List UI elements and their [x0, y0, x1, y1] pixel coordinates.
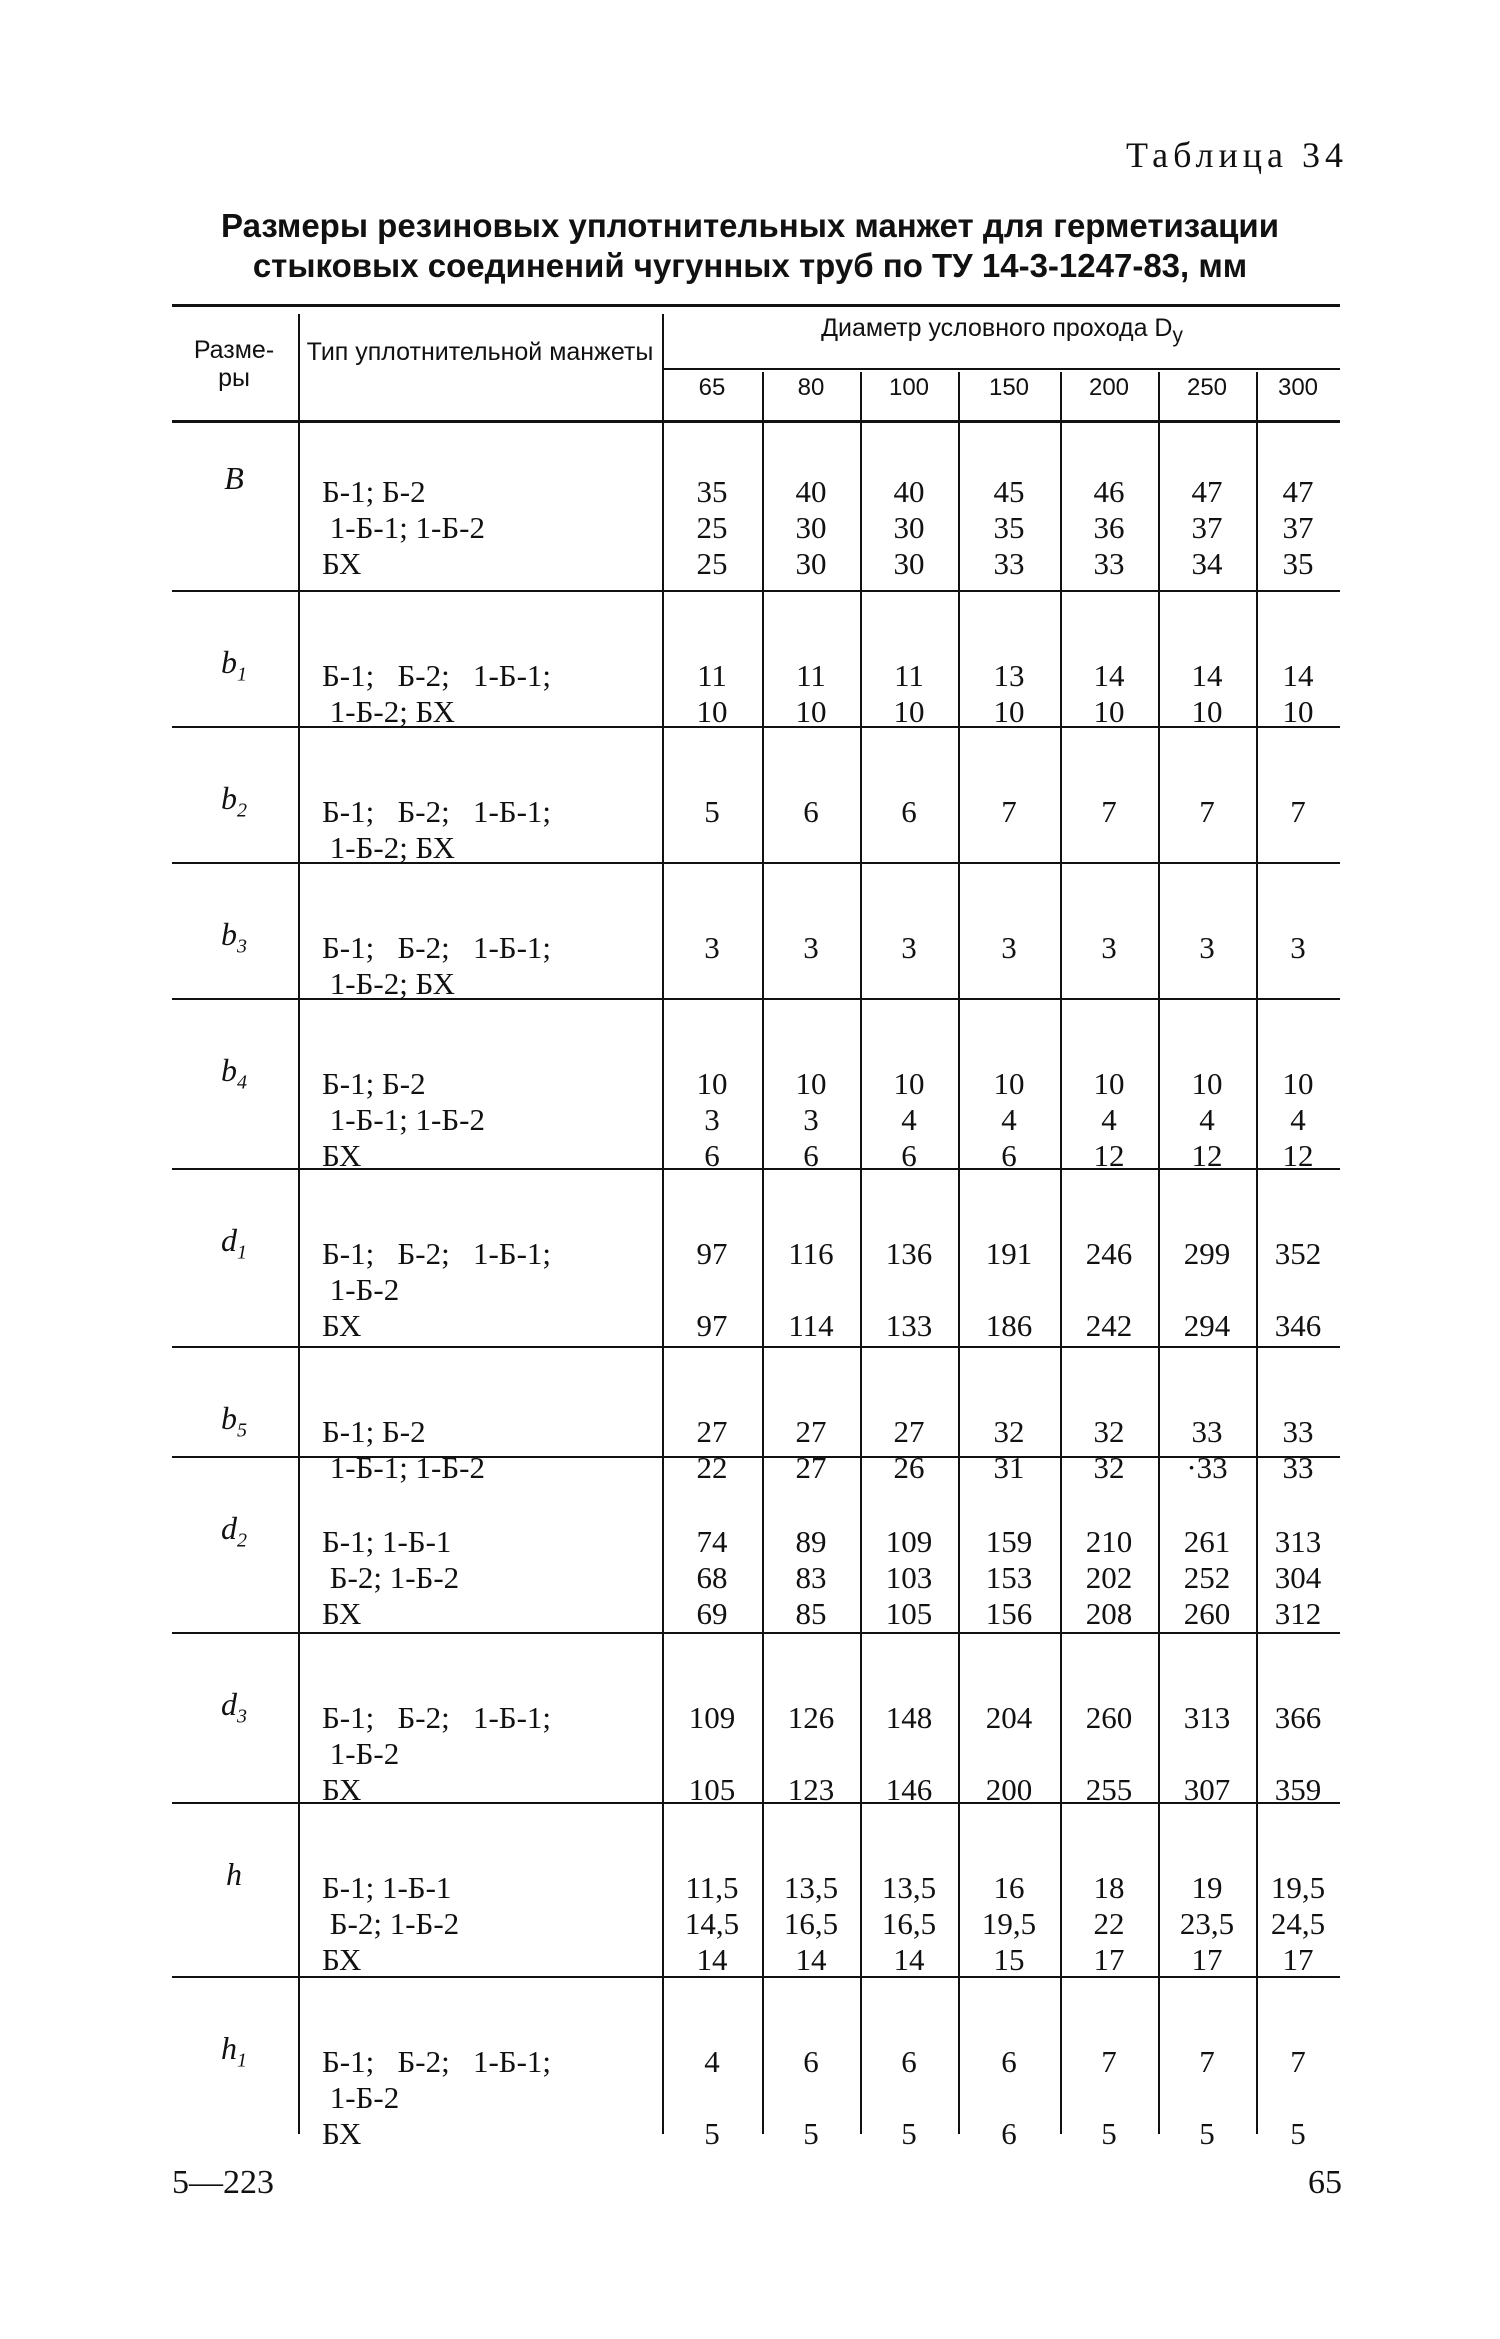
table-value: 352 346: [1274, 1236, 1322, 1343]
table-value: 14 10: [1191, 658, 1223, 729]
dimension-index: 4: [237, 1071, 247, 1094]
table-value: 5: [704, 794, 720, 829]
table-value: 109 103 105: [885, 1524, 933, 1631]
dimension-symbol: $h_1$: [221, 2030, 247, 2072]
dimension-symbol: B: [224, 460, 244, 496]
dimension-symbol: $b_2$: [221, 780, 247, 822]
header-dimensions: Разме- ры: [193, 336, 275, 392]
table-value: 6 6: [1001, 2044, 1017, 2151]
dimension-index: 5: [237, 1419, 247, 1442]
table-value: 40 30 30: [893, 474, 925, 581]
table-value: 13,5 16,5 14: [783, 1870, 839, 1977]
table-value: 10 4 12: [1191, 1066, 1223, 1173]
table-value: 246 242: [1085, 1236, 1133, 1343]
table-value: 7: [1199, 794, 1215, 829]
column-divider: [662, 314, 664, 2134]
table-value: 27 26: [893, 1414, 925, 1485]
table-value: 10 4 12: [1282, 1066, 1314, 1173]
table-value: 3: [1290, 930, 1306, 965]
header-seal-type: Тип уплотнительной манжеты: [306, 338, 654, 366]
dimension-symbol: $b_3$: [221, 916, 247, 958]
table-value: 10 3 6: [696, 1066, 728, 1173]
table-value: 45 35 33: [993, 474, 1025, 581]
table-value: 7: [1001, 794, 1017, 829]
table-value: 148 146: [885, 1700, 933, 1807]
table-value: 13 10: [993, 658, 1025, 729]
table-value: 47 37 34: [1191, 474, 1223, 581]
header-subrule: [664, 368, 1340, 370]
table-value: 33 33: [1282, 1414, 1314, 1485]
title-line-1: Размеры резиновых уплотнительных манжет для герметизации: [221, 207, 1279, 244]
seal-type-list: Б-1; Б-2; 1-Б-1; 1-Б-2; БХ: [322, 930, 552, 1001]
dimension-index: 1: [237, 2049, 247, 2072]
table-value: 3: [901, 930, 917, 965]
table-value: 10 4 6: [893, 1066, 925, 1173]
table-value: 19,5 24,5 17: [1270, 1870, 1326, 1977]
table-value: 6 5: [803, 2044, 819, 2151]
table-value: 13,5 16,5 14: [881, 1870, 937, 1977]
dimension-symbol: $b_4$: [221, 1052, 247, 1094]
table-value: 7: [1290, 794, 1306, 829]
table-value: 16 19,5 15: [981, 1870, 1037, 1977]
table-number: Таблица 34: [1126, 135, 1348, 175]
table-value: 4 5: [704, 2044, 720, 2151]
table-value: 3: [704, 930, 720, 965]
table-value: 299 294: [1183, 1236, 1231, 1343]
table-value: 10 4 12: [1093, 1066, 1125, 1173]
table-value: 7 5: [1290, 2044, 1306, 2151]
table-value: 40 30 30: [795, 474, 827, 581]
table-value: 35 25 25: [696, 474, 728, 581]
table-value: 11 10: [795, 658, 827, 729]
table-value: 27 22: [696, 1414, 728, 1485]
table-value: 7: [1101, 794, 1117, 829]
table-value: 11 10: [893, 658, 925, 729]
table-value: 159 153 156: [985, 1524, 1033, 1631]
table-value: 3: [1101, 930, 1117, 965]
dimension-index: 2: [237, 799, 247, 822]
dimension-symbol: $d_3$: [221, 1686, 247, 1728]
table-value: 46 36 33: [1093, 474, 1125, 581]
table-value: 204 200: [985, 1700, 1033, 1807]
header-diameter-text: Диаметр условного прохода D: [821, 314, 1173, 342]
column-divider: [298, 314, 300, 2134]
table-value: 6 5: [901, 2044, 917, 2151]
column-header-dn: 200: [1088, 374, 1130, 401]
seal-type-list: Б-1; Б-2; 1-Б-1; 1-Б-2 БХ: [322, 1700, 552, 1807]
seal-type-list: Б-1; Б-2 1-Б-1; 1-Б-2 БХ: [322, 1066, 486, 1173]
table-value: 89 83 85: [795, 1524, 827, 1631]
dimension-index: 3: [237, 1705, 247, 1728]
table-value: 14 10: [1282, 658, 1314, 729]
table-title: [150, 206, 1350, 286]
table-value: 27 27: [795, 1414, 827, 1485]
table-value: 3: [803, 930, 819, 965]
table-value: 32 31: [993, 1414, 1025, 1485]
table-value: 7 5: [1199, 2044, 1215, 2151]
table-value: 126 123: [787, 1700, 835, 1807]
table-value: 19 23,5 17: [1179, 1870, 1235, 1977]
table-value: 11 10: [696, 658, 728, 729]
column-header-dn: 80: [797, 374, 825, 401]
table-value: 313 307: [1183, 1700, 1231, 1807]
table-value: 11,5 14,5 14: [684, 1870, 740, 1977]
table-value: 366 359: [1274, 1700, 1322, 1807]
dimension-index: 2: [237, 1529, 247, 1552]
table-value: 18 22 17: [1093, 1870, 1125, 1977]
seal-type-list: Б-1; Б-2 1-Б-1; 1-Б-2 БХ: [322, 474, 486, 581]
table-value: 260 255: [1085, 1700, 1133, 1807]
table-value: 3: [1001, 930, 1017, 965]
dimension-index: 3: [237, 935, 247, 958]
table-rule: [172, 304, 1340, 307]
seal-type-list: Б-1; Б-2; 1-Б-1; 1-Б-2 БХ: [322, 2044, 552, 2151]
table-value: 74 68 69: [696, 1524, 728, 1631]
page-number: 65: [1308, 2164, 1342, 2201]
seal-type-list: Б-1; 1-Б-1 Б-2; 1-Б-2 БХ: [322, 1524, 460, 1631]
table-value: 116 114: [788, 1236, 834, 1343]
title-line-2: стыковых соединений чугунных труб по ТУ 14-3-1247-83, мм: [252, 247, 1248, 284]
seal-type-list: Б-1; Б-2; 1-Б-1; 1-Б-2 БХ: [322, 1236, 552, 1343]
header-nominal-diameter: [664, 314, 1340, 350]
table-value: 210 202 208: [1085, 1524, 1133, 1631]
table-value: 47 37 35: [1282, 474, 1314, 581]
seal-type-list: Б-1; Б-2 1-Б-1; 1-Б-2: [322, 1414, 486, 1485]
table-value: 261 252 260: [1183, 1524, 1231, 1631]
dimension-symbol: $b_5$: [221, 1400, 247, 1442]
table-value: 136 133: [885, 1236, 933, 1343]
table-value: 14 10: [1093, 658, 1125, 729]
header-diameter-subscript: у: [1172, 324, 1183, 347]
column-header-dn: 65: [698, 374, 726, 401]
table-rule: [172, 1632, 1340, 1634]
print-signature: 5—223: [172, 2164, 274, 2201]
table-value: 191 186: [985, 1236, 1033, 1343]
column-header-dn: 250: [1186, 374, 1228, 401]
table-rule: [172, 1346, 1340, 1348]
table-value: 10 4 6: [993, 1066, 1025, 1173]
table-rule: [172, 590, 1340, 592]
column-header-dn: 300: [1277, 374, 1319, 401]
dimension-index: 1: [237, 1241, 247, 1264]
dimension-symbol: h: [226, 1856, 242, 1892]
column-header-dn: 150: [988, 374, 1030, 401]
column-header-dn: 100: [888, 374, 930, 401]
table-value: 3: [1199, 930, 1215, 965]
table-value: 109 105: [688, 1700, 736, 1807]
table-rule: [172, 420, 1340, 423]
dimension-symbol: $d_1$: [221, 1222, 247, 1264]
table-value: 6: [901, 794, 917, 829]
table-value: 32 32: [1093, 1414, 1125, 1485]
table-value: 10 3 6: [795, 1066, 827, 1173]
seal-type-list: Б-1; 1-Б-1 Б-2; 1-Б-2 БХ: [322, 1870, 460, 1977]
table-value: 33 ·33: [1186, 1414, 1228, 1485]
table-value: 97 97: [696, 1236, 728, 1343]
dimension-index: 1: [237, 663, 247, 686]
dimension-symbol: $b_1$: [221, 644, 247, 686]
table-value: 313 304 312: [1274, 1524, 1322, 1631]
dimension-symbol: $d_2$: [221, 1510, 247, 1552]
table-value: 6: [803, 794, 819, 829]
table-value: 7 5: [1101, 2044, 1117, 2151]
seal-type-list: Б-1; Б-2; 1-Б-1; 1-Б-2; БХ: [322, 794, 552, 865]
seal-type-list: Б-1; Б-2; 1-Б-1; 1-Б-2; БХ: [322, 658, 552, 729]
